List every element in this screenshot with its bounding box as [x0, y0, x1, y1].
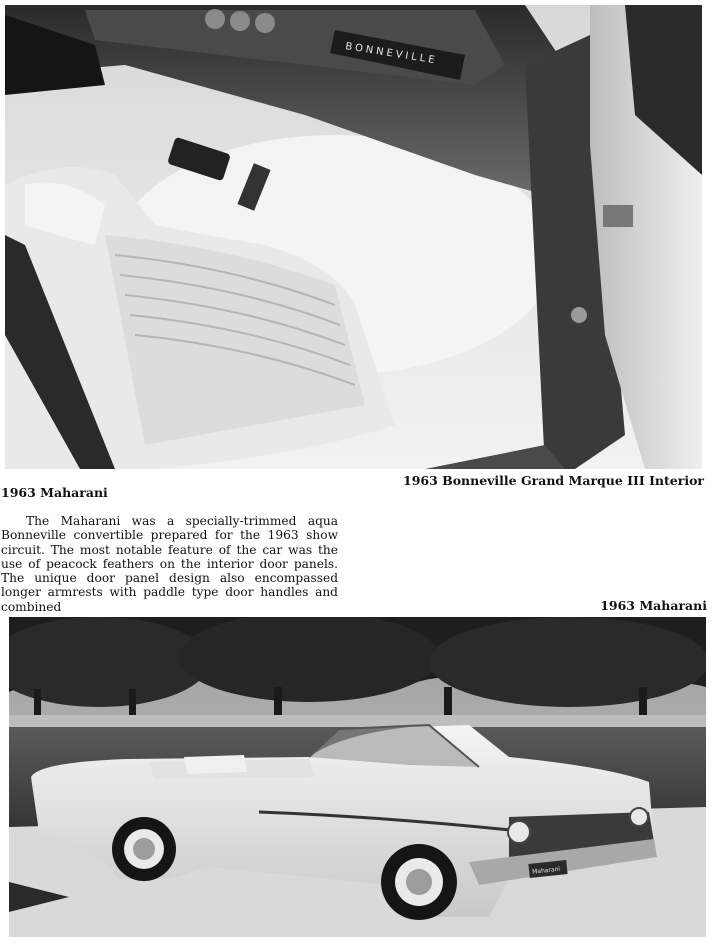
dashboard-badge: BONNEVILLE: [344, 41, 439, 67]
article-paragraph: The Maharani was a specially-trimmed aqua Bonneville convertible prepared for the 1963 show circuit. The most notable feature of the car was the use of peacock feathers on the interior door panels. The unique door panel design also encompassed longer armrests with paddle type door handles and combined: [1, 514, 338, 614]
license-plate: Maharani: [531, 865, 561, 876]
interior-photo: [5, 5, 702, 469]
article-body: [1, 514, 338, 614]
car-photo-drawing: [9, 617, 706, 937]
interior-photo-drawing: [5, 5, 702, 469]
interior-photo-caption: 1963 Bonneville Grand Marque III Interior: [403, 473, 704, 488]
car-photo: [9, 617, 706, 937]
article-heading: 1963 Maharani: [1, 485, 108, 500]
car-photo-caption: 1963 Maharani: [600, 598, 707, 613]
